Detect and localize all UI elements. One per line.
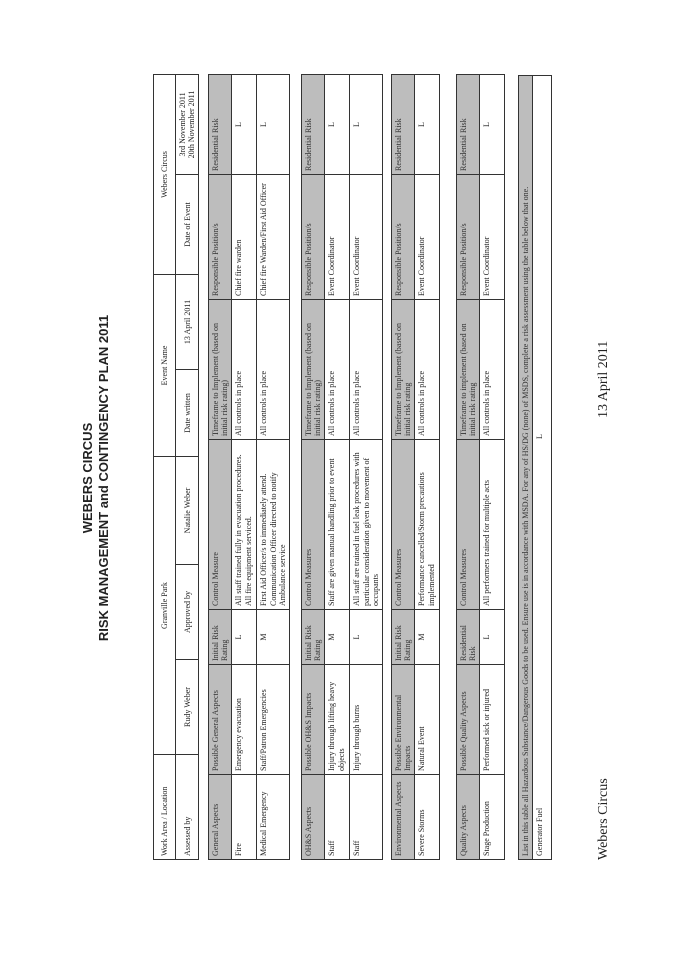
- cell-possible-impact: Emergency evacuation: [232, 665, 257, 775]
- header-possible-impact: Possible OH&S Impacts: [302, 665, 325, 775]
- cell-responsible-position: Event Coordinator: [350, 175, 383, 300]
- header-timeframe: Timeframe to Implement (based on initial risk rating: [392, 300, 415, 440]
- environmental-header-row: [392, 75, 415, 860]
- hazardous-substances-table: [518, 75, 552, 860]
- cell-residential-risk: L: [350, 75, 383, 175]
- cell-residential-risk: L: [415, 75, 440, 175]
- cell-control-measure: All staff are trained in fuel leak procedures with particular consideration given to movement of occupants: [350, 440, 383, 610]
- hazardous-note: List in this table all Hazardous Substance/Dangerous Goods to be used. Ensure use is in accordance with MSDA. For any of HS/DG (none) of MSDS, complete a risk assessment using the table below that one.: [519, 76, 533, 860]
- header-responsible-position: Responsible Position/s: [457, 175, 480, 300]
- header-initial-risk: Initial Risk Rating: [302, 610, 325, 665]
- cell-aspect: Staff: [350, 775, 383, 860]
- header-initial-risk: Residential Risk: [457, 610, 480, 665]
- cell-aspect: Fire: [232, 775, 257, 860]
- cell-aspect: Severe Storms: [415, 775, 440, 860]
- cell-initial-risk: L: [350, 610, 383, 665]
- work-area-value: Granville Park: [154, 456, 176, 754]
- general-header-row: [209, 75, 232, 860]
- cell-possible-impact: Natural Event: [415, 665, 440, 775]
- header-residential-risk: Residential Risk: [302, 75, 325, 175]
- header-possible-impact: Possible Quality Aspects: [457, 665, 480, 775]
- event-name-value: Webers Circus: [154, 74, 176, 274]
- header-responsible-position: Responsible Position/s: [209, 175, 232, 300]
- table-row: [232, 75, 257, 860]
- table-row: [325, 75, 350, 860]
- date-of-event-to: 20th November 2011: [187, 90, 197, 159]
- header-residential-risk: Residential Risk: [209, 75, 232, 175]
- cell-initial-risk: M: [257, 610, 290, 665]
- header-initial-risk: Initial Risk Rating: [209, 610, 232, 665]
- table-row: [257, 75, 290, 860]
- cell-responsible-position: Event Coordinator: [480, 175, 505, 300]
- cell-timeframe: All controls in place: [257, 300, 290, 440]
- header-control-measure: Control Measures: [392, 440, 415, 610]
- cell-timeframe: All controls in place: [350, 300, 383, 440]
- cell-residential-risk: L: [257, 75, 290, 175]
- header-responsible-position: Responsible Position/s: [392, 175, 415, 300]
- hazardous-item-row: [533, 76, 552, 860]
- cell-timeframe: All controls in place: [415, 300, 440, 440]
- cell-residential-risk: L: [325, 75, 350, 175]
- ohs-aspects-table: [301, 74, 383, 860]
- footer-left: Webers Circus: [596, 778, 611, 860]
- cell-residential-risk: L: [480, 75, 505, 175]
- cell-control-measure: Performance cancelled/Storm precautions implemented: [415, 440, 440, 610]
- cell-control-measure: Staff are given manual handling prior to event: [325, 440, 350, 610]
- cell-initial-risk: M: [415, 610, 440, 665]
- table-row: [350, 75, 383, 860]
- cell-aspect: Staff: [325, 775, 350, 860]
- header-timeframe: Timeframe to Implement (based on initial risk rating): [209, 300, 232, 440]
- footer-right: 13 April 2011: [596, 340, 611, 418]
- cell-responsible-position: Event Coordinator: [325, 175, 350, 300]
- date-written-value: 13 April 2011: [176, 274, 199, 369]
- document-title: WEBERS CIRCUS: [80, 422, 95, 534]
- table-row: [415, 75, 440, 860]
- cell-aspect: Stage Production: [480, 775, 505, 860]
- table-row: [480, 75, 505, 860]
- event-info-table: [153, 74, 199, 860]
- assessed-by-value: Rudy Weber: [176, 660, 199, 755]
- header-aspect: Environmental Aspects: [392, 775, 415, 860]
- cell-possible-impact: Performed sick or injured: [480, 665, 505, 775]
- environmental-aspects-table: [391, 74, 440, 860]
- cell-control-measure: First Aid Officer/s to immediately attend. Communication Officer directed to notify Ambulance service: [257, 440, 290, 610]
- hazardous-rating: L: [535, 434, 545, 439]
- cell-timeframe: All controls in place: [232, 300, 257, 440]
- cell-possible-impact: Injury through burns: [350, 665, 383, 775]
- header-residential-risk: Residential Risk: [457, 75, 480, 175]
- header-aspect: Quality Aspects: [457, 775, 480, 860]
- assessed-by-label: Assessed by: [176, 755, 199, 860]
- date-of-event-label: Date of Event: [176, 174, 199, 274]
- date-written-label: Date written: [176, 369, 199, 456]
- general-aspects-table: [208, 74, 290, 860]
- header-residential-risk: Residential Risk: [392, 75, 415, 175]
- cell-residential-risk: L: [232, 75, 257, 175]
- cell-initial-risk: M: [325, 610, 350, 665]
- header-timeframe: Timeframe to Implement (based on initial risk rating): [302, 300, 325, 440]
- cell-initial-risk: L: [480, 610, 505, 665]
- cell-control-measure: All performers trained for multiple acts: [480, 440, 505, 610]
- header-responsible-position: Responsible Position/s: [302, 175, 325, 300]
- cell-responsible-position: Chief fire Warden/First Aid Officer: [257, 175, 290, 300]
- document-page: [48, 38, 628, 918]
- quality-header-row: [457, 75, 480, 860]
- event-name-label: Event Name: [154, 274, 176, 456]
- date-of-event-from: 3rd November 2011: [178, 92, 187, 157]
- cell-possible-impact: Staff/Patron Emergencies: [257, 665, 290, 775]
- hazardous-item: Generator Fuel: [535, 807, 545, 856]
- header-aspect: General Aspects: [209, 775, 232, 860]
- header-aspect: OH&S Aspects: [302, 775, 325, 860]
- work-area-label: Work Area / Location: [154, 755, 176, 860]
- header-control-measure: Control Measure: [209, 440, 232, 610]
- header-timeframe: Timeframe to implement (based on initial risk rating: [457, 300, 480, 440]
- header-possible-impact: Possible Environmental Impacts: [392, 665, 415, 775]
- header-initial-risk: Initial Risk Rating: [392, 610, 415, 665]
- cell-timeframe: All controls in place: [325, 300, 350, 440]
- cell-responsible-position: Chief fire warden: [232, 175, 257, 300]
- cell-possible-impact: Injury through lifting heavy objects: [325, 665, 350, 775]
- cell-responsible-position: Event Coordinator: [415, 175, 440, 300]
- approved-by-value: Natalie Weber: [176, 456, 199, 564]
- cell-initial-risk: L: [232, 610, 257, 665]
- header-possible-impact: Possible General Aspects: [209, 665, 232, 775]
- header-control-measure: Control Measures: [457, 440, 480, 610]
- document-subtitle: RISK MANAGEMENT and CONTINGENCY PLAN 2011: [96, 314, 111, 642]
- cell-control-measure: All staff trained fully in evacuation procedures. All fire equipment serviced.: [232, 440, 257, 610]
- date-of-event-values: [176, 74, 199, 174]
- ohs-header-row: [302, 75, 325, 860]
- approved-by-label: Approved by: [176, 565, 199, 660]
- header-control-measure: Control Measures: [302, 440, 325, 610]
- cell-timeframe: All controls in place: [480, 300, 505, 440]
- cell-aspect: Medical Emergency: [257, 775, 290, 860]
- quality-aspects-table: [456, 74, 505, 860]
